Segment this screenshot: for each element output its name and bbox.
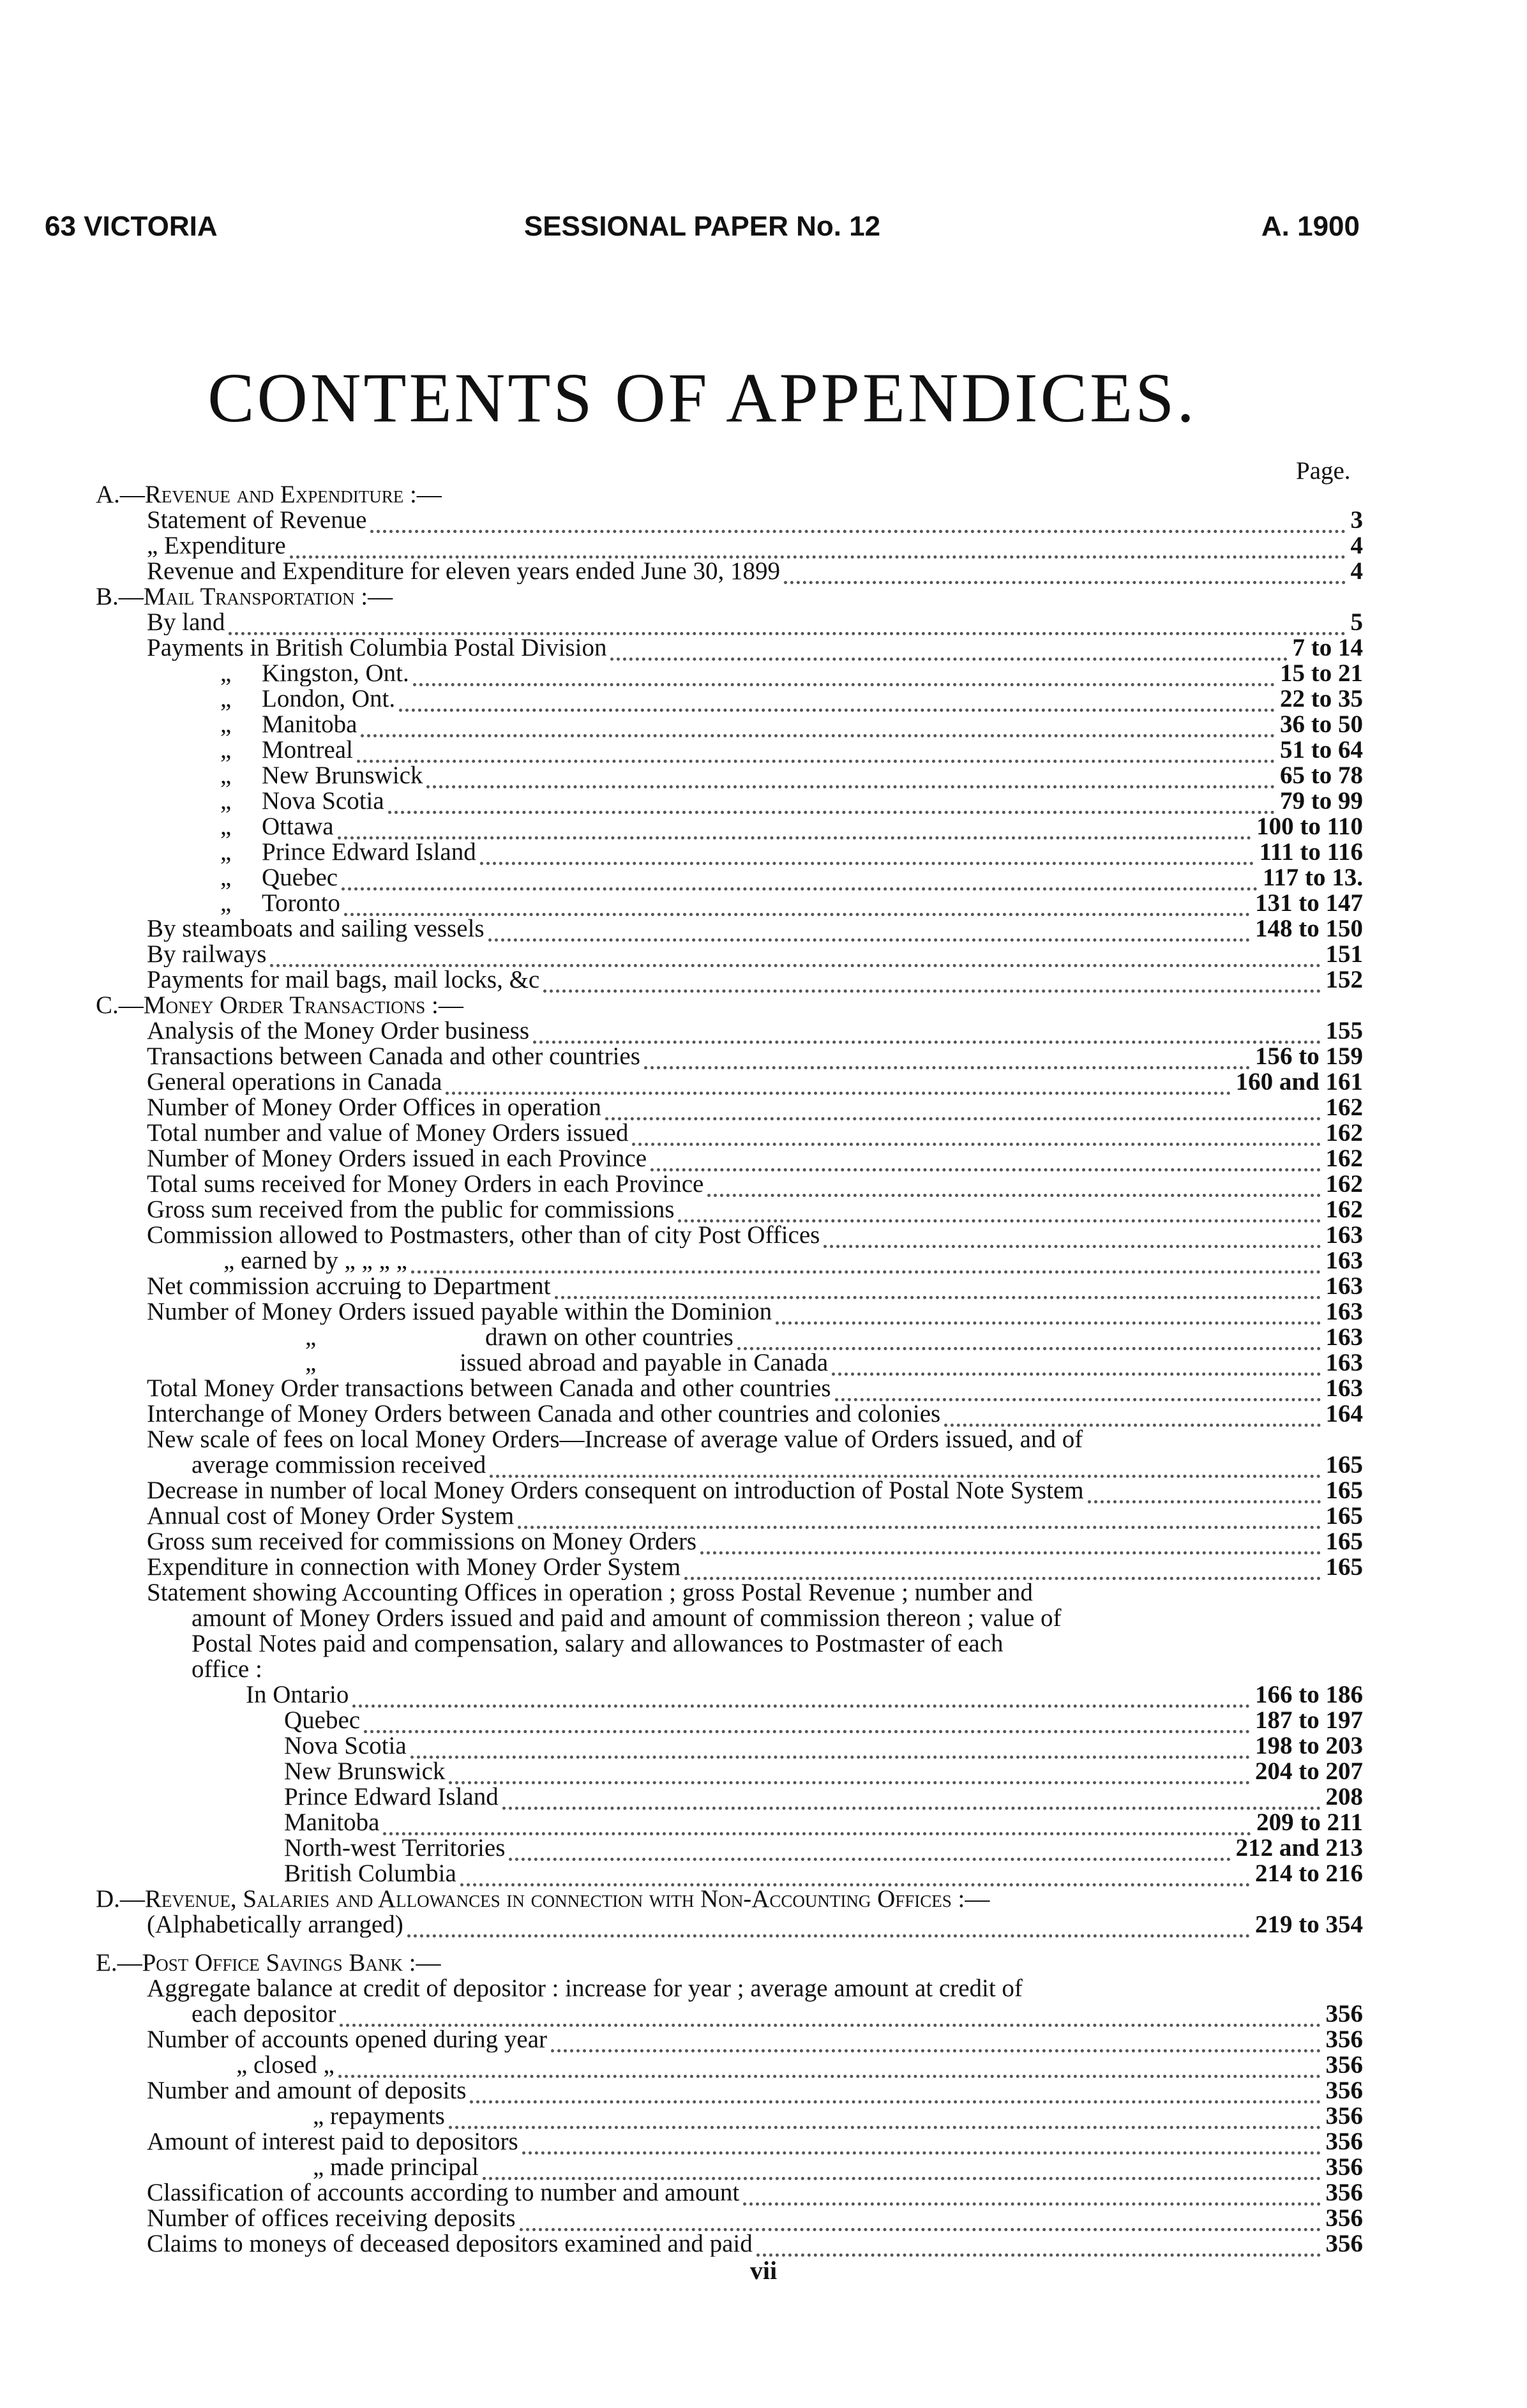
dot-leader — [776, 1314, 1320, 1325]
toc-entry-page: 219 to 354 — [1255, 1912, 1363, 1938]
section-heading-a: A.—Revenue and Expenditure :— — [96, 481, 442, 508]
toc-entry — [147, 2078, 1363, 2103]
toc-entry — [147, 533, 1363, 559]
toc-entry-text: Manitoba — [262, 712, 357, 737]
dot-leader — [743, 2195, 1320, 2206]
toc-entry — [147, 1018, 1363, 1044]
toc-entry-page: 165 — [1325, 1503, 1363, 1529]
toc-entry-text: Number of Money Orders issued in each Province — [147, 1146, 647, 1171]
dot-leader — [229, 624, 1345, 635]
dot-leader — [832, 1365, 1320, 1376]
toc-entry-page: 15 to 21 — [1280, 661, 1363, 686]
dot-leader — [446, 1084, 1230, 1095]
toc-entry-page: 5 — [1350, 610, 1363, 635]
toc-entry — [147, 2206, 1363, 2231]
running-head-paper: SESSIONAL PAPER No. 12 — [523, 211, 881, 242]
toc-entry-text: Prince Edward Island — [262, 839, 476, 865]
toc-entry-text: „ Expenditure — [147, 533, 286, 559]
dot-leader — [509, 1850, 1230, 1861]
toc-entry-text: Total number and value of Money Orders issued — [147, 1120, 629, 1146]
toc-entry — [284, 1708, 1363, 1733]
dot-leader — [644, 1058, 1250, 1069]
toc-entry-text: Commission allowed to Postmasters, other than of city Post Offices — [147, 1223, 820, 1248]
toc-entry — [192, 1452, 1363, 1478]
dot-leader — [370, 522, 1345, 533]
page-column-label: Page. — [1296, 457, 1351, 485]
toc-entry — [284, 1810, 1363, 1835]
ditto-mark: „ — [220, 762, 232, 789]
toc-entry — [147, 2129, 1363, 2155]
toc-entry-text: „ earned by „ „ „ „ — [223, 1248, 407, 1274]
dot-leader — [410, 1748, 1250, 1759]
toc-entry-text: Total sums received for Money Orders in each Province — [147, 1171, 704, 1197]
toc-entry — [147, 2027, 1363, 2052]
toc-entry — [147, 1299, 1363, 1325]
running-head-year: A. 1900 — [1261, 211, 1360, 242]
toc-entry — [192, 2001, 1363, 2027]
ditto-mark: „ — [220, 813, 232, 840]
toc-entry-text: Annual cost of Money Order System — [147, 1503, 515, 1529]
toc-entry-text: each depositor — [192, 2001, 336, 2027]
dot-leader — [352, 1697, 1250, 1708]
toc-entry-text: Number and amount of deposits — [147, 2078, 467, 2103]
toc-entry-text: office : — [192, 1655, 262, 1683]
toc-entry-text: Number of Money Order Offices in operation — [147, 1095, 601, 1120]
toc-entry — [460, 1350, 1363, 1376]
ditto-mark: „ — [220, 864, 232, 891]
toc-entry-text: Transactions between Canada and other countries — [147, 1044, 640, 1069]
toc-entry-page: 165 — [1325, 1554, 1363, 1580]
toc-entry — [147, 559, 1363, 584]
toc-entry — [147, 967, 1363, 993]
toc-entry-page: 356 — [1325, 2103, 1363, 2129]
toc-entry-page: 187 to 197 — [1255, 1708, 1363, 1733]
toc-entry — [147, 635, 1363, 661]
toc-entry — [284, 1835, 1363, 1861]
toc-entry-page: 111 to 116 — [1259, 839, 1363, 865]
toc-entry — [147, 1503, 1363, 1529]
toc-entry-text: Total Money Order transactions between Canada and other countries — [147, 1376, 831, 1401]
toc-entry — [284, 1759, 1363, 1784]
toc-entry-page: 162 — [1325, 1197, 1363, 1223]
toc-entry-text: Gross sum received from the public for commissions — [147, 1197, 675, 1223]
toc-entry — [147, 1223, 1363, 1248]
toc-entry-page: 165 — [1325, 1478, 1363, 1503]
toc-entry — [262, 891, 1363, 916]
toc-entry-text: Nova Scotia — [284, 1733, 407, 1759]
toc-entry-page: 162 — [1325, 1120, 1363, 1146]
toc-entry — [262, 686, 1363, 712]
dot-leader — [364, 1722, 1250, 1733]
toc-entry — [147, 1376, 1363, 1401]
toc-entry — [147, 942, 1363, 967]
dot-leader — [357, 752, 1275, 763]
toc-entry-page: 165 — [1325, 1452, 1363, 1478]
dot-leader — [502, 1799, 1321, 1810]
toc-entry-page: 163 — [1325, 1376, 1363, 1401]
toc-entry — [147, 1478, 1363, 1503]
toc-entry-page: 166 to 186 — [1255, 1682, 1363, 1708]
toc-entry — [313, 2155, 1363, 2180]
toc-entry-page: 160 and 161 — [1235, 1069, 1363, 1095]
dot-leader — [388, 803, 1275, 814]
toc-entry-page: 162 — [1325, 1146, 1363, 1171]
section-heading-c: C.—Money Order Transactions :— — [96, 991, 463, 1019]
dot-leader — [605, 1110, 1321, 1120]
toc-entry-page: 356 — [1325, 2052, 1363, 2078]
toc-entry — [485, 1325, 1363, 1350]
running-head-session: 63 VICTORIA — [45, 211, 218, 242]
toc-entry-text: Revenue and Expenditure for eleven years ended June 30, 1899 — [147, 559, 780, 584]
toc-entry — [147, 1197, 1363, 1223]
dot-leader — [490, 1467, 1320, 1478]
toc-entry — [284, 1861, 1363, 1886]
toc-entry-text: Claims to moneys of deceased depositors examined and paid — [147, 2231, 753, 2257]
toc-entry — [147, 1120, 1363, 1146]
toc-entry-text: „ made principal — [313, 2155, 479, 2180]
dot-leader — [338, 829, 1252, 839]
toc-entry-text: issued abroad and payable in Canada — [460, 1350, 829, 1376]
toc-entry-text: Number of Money Orders issued payable within the Dominion — [147, 1299, 772, 1325]
toc-entry-text: „ closed „ — [236, 2052, 335, 2078]
toc-entry — [262, 763, 1363, 788]
toc-entry — [147, 1912, 1363, 1938]
toc-entry — [262, 712, 1363, 737]
toc-entry-text: Amount of interest paid to depositors — [147, 2129, 518, 2155]
dot-leader — [383, 1825, 1251, 1835]
toc-entry-page: 3 — [1350, 508, 1363, 533]
toc-entry-page: 204 to 207 — [1255, 1759, 1363, 1784]
toc-entry-page: 209 to 211 — [1256, 1810, 1363, 1835]
toc-entry-text: Manitoba — [284, 1810, 380, 1835]
toc-entry-text: Toronto — [262, 891, 340, 916]
toc-entry-text: „ repayments — [313, 2103, 445, 2129]
toc-entry-page: 162 — [1325, 1171, 1363, 1197]
toc-entry-text: British Columbia — [284, 1861, 456, 1886]
toc-entry-text: Quebec — [284, 1708, 361, 1733]
toc-entry — [147, 1044, 1363, 1069]
toc-entry-page: 356 — [1325, 2078, 1363, 2103]
dot-leader — [483, 2169, 1321, 2180]
toc-entry-page: 22 to 35 — [1280, 686, 1363, 712]
dot-leader — [342, 880, 1258, 891]
toc-entry-text: Payments for mail bags, mail locks, &c — [147, 967, 540, 993]
toc-entry-text: North-west Territories — [284, 1835, 506, 1861]
section-heading-d: D.—Revenue, Salaries and Allowances in connection with Non-Accounting Offices :— — [96, 1885, 990, 1913]
dot-leader — [411, 1263, 1321, 1274]
toc-entry-text: Kingston, Ont. — [262, 661, 409, 686]
toc-entry-text: drawn on other countries — [485, 1325, 733, 1350]
toc-entry-page: 356 — [1325, 2155, 1363, 2180]
toc-entry-text: By land — [147, 610, 225, 635]
dot-leader — [338, 2067, 1321, 2078]
dot-leader — [700, 1544, 1320, 1554]
toc-entry-text: Statement of Revenue — [147, 508, 367, 533]
dot-leader — [651, 1161, 1320, 1171]
toc-entry-page: 65 to 78 — [1280, 763, 1363, 788]
dot-leader — [344, 905, 1250, 916]
toc-entry-text: (Alphabetically arranged) — [147, 1912, 403, 1938]
toc-entry-text: Gross sum received for commissions on Money Orders — [147, 1529, 697, 1554]
toc-entry-text: London, Ont. — [262, 686, 396, 712]
toc-entry-page: 165 — [1325, 1529, 1363, 1554]
toc-entry-text: amount of Money Orders issued and paid and amount of commission thereon ; value of — [192, 1604, 1062, 1632]
toc-entry — [284, 1733, 1363, 1759]
dot-leader — [533, 1033, 1321, 1044]
toc-entry — [147, 916, 1363, 942]
toc-entry-text: Quebec — [262, 865, 338, 891]
toc-entry-text: Prince Edward Island — [284, 1784, 499, 1810]
toc-entry-page: 79 to 99 — [1280, 788, 1363, 814]
toc-entry-page: 51 to 64 — [1280, 737, 1363, 763]
dot-leader — [520, 2220, 1321, 2231]
toc-entry-text: Analysis of the Money Order business — [147, 1018, 529, 1044]
toc-entry — [147, 1171, 1363, 1197]
toc-entry — [147, 1529, 1363, 1554]
toc-entry — [147, 1069, 1363, 1095]
toc-entry-page: 356 — [1325, 2129, 1363, 2155]
ditto-mark: „ — [220, 838, 232, 866]
ditto-mark: „ — [220, 711, 232, 738]
ditto-mark: „ — [220, 685, 232, 712]
dot-leader — [480, 854, 1254, 865]
dot-leader — [737, 1339, 1321, 1350]
toc-entry — [147, 1401, 1363, 1427]
dot-leader — [407, 1927, 1250, 1938]
toc-entry-text: Aggregate balance at credit of depositor : increase for year ; average amount at credit of — [147, 1975, 1023, 2002]
toc-entry — [147, 2180, 1363, 2206]
ditto-mark: „ — [220, 889, 232, 917]
toc-entry — [147, 1146, 1363, 1171]
toc-entry-text: Number of accounts opened during year — [147, 2027, 548, 2052]
dot-leader — [340, 2016, 1320, 2027]
toc-entry — [313, 2103, 1363, 2129]
dot-leader — [551, 2042, 1320, 2052]
dot-leader — [470, 2093, 1320, 2103]
toc-entry — [147, 508, 1363, 533]
toc-entry-text: Classification of accounts according to number and amount — [147, 2180, 740, 2206]
toc-entry-text: Statement showing Accounting Offices in operation ; gross Postal Revenue ; number and — [147, 1579, 1033, 1606]
toc-entry — [284, 1784, 1363, 1810]
ditto-mark: „ — [305, 1323, 317, 1351]
toc-entry-page: 214 to 216 — [1255, 1861, 1363, 1886]
dot-leader — [518, 1518, 1320, 1529]
toc-entry-page: 198 to 203 — [1255, 1733, 1363, 1759]
page-number: vii — [749, 2256, 778, 2285]
dot-leader — [824, 1237, 1320, 1248]
toc-entry-text: New Brunswick — [284, 1759, 446, 1784]
toc-entry-text: Nova Scotia — [262, 788, 384, 814]
toc-entry-page: 36 to 50 — [1280, 712, 1363, 737]
toc-entry-page: 4 — [1350, 559, 1363, 584]
toc-entry — [262, 814, 1363, 839]
toc-entry-text: General operations in Canada — [147, 1069, 442, 1095]
toc-entry-text: Expenditure in connection with Money Order System — [147, 1554, 681, 1580]
toc-entry — [262, 865, 1363, 891]
toc-entry — [147, 1095, 1363, 1120]
section-heading-b: B.—Mail Transportation :— — [96, 583, 393, 610]
toc-entry-page: 163 — [1325, 1248, 1363, 1274]
dot-leader — [707, 1186, 1320, 1197]
toc-entry-text: By steamboats and sailing vessels — [147, 916, 485, 942]
dot-leader — [555, 1288, 1321, 1299]
toc-entry-page: 212 and 213 — [1235, 1835, 1363, 1861]
toc-entry-page: 7 to 14 — [1292, 635, 1363, 661]
page-title: CONTENTS OF APPENDICES. — [207, 359, 1197, 437]
dot-leader — [361, 726, 1275, 737]
toc-entry — [147, 2231, 1363, 2257]
toc-entry-page: 356 — [1325, 2180, 1363, 2206]
toc-entry — [262, 839, 1363, 865]
toc-entry-text: Montreal — [262, 737, 353, 763]
toc-entry-text: New Brunswick — [262, 763, 423, 788]
toc-entry-text: Ottawa — [262, 814, 334, 839]
dot-leader — [488, 931, 1250, 942]
dot-leader — [270, 956, 1320, 967]
ditto-mark: „ — [305, 1349, 317, 1376]
ditto-mark: „ — [220, 659, 232, 687]
dot-leader — [835, 1390, 1321, 1401]
dot-leader — [543, 982, 1320, 993]
dot-leader — [449, 2118, 1321, 2129]
toc-entry-page: 131 to 147 — [1255, 891, 1363, 916]
toc-entry-page: 155 — [1325, 1018, 1363, 1044]
toc-entry-page: 164 — [1325, 1401, 1363, 1427]
toc-entry-text: Net commission accruing to Department — [147, 1274, 551, 1299]
toc-entry-page: 356 — [1325, 2231, 1363, 2257]
section-heading-e: E.—Post Office Savings Bank :— — [96, 1949, 441, 1976]
toc-entry-text: Interchange of Money Orders between Canada and other countries and colonies — [147, 1401, 941, 1427]
toc-entry-page: 356 — [1325, 2027, 1363, 2052]
dot-leader — [522, 2144, 1321, 2155]
toc-entry-text: Payments in British Columbia Postal Division — [147, 635, 607, 661]
ditto-mark: „ — [220, 736, 232, 764]
toc-entry — [147, 1274, 1363, 1299]
dot-leader — [399, 701, 1275, 712]
dot-leader — [426, 778, 1275, 788]
toc-entry-page: 208 — [1325, 1784, 1363, 1810]
toc-entry-page: 148 to 150 — [1255, 916, 1363, 942]
toc-entry — [262, 788, 1363, 814]
toc-entry — [262, 661, 1363, 686]
dot-leader — [449, 1773, 1250, 1784]
toc-entry-text: By railways — [147, 942, 267, 967]
toc-entry-text: Decrease in number of local Money Orders consequent on introduction of Postal Note System — [147, 1478, 1084, 1503]
toc-entry — [262, 737, 1363, 763]
dot-leader — [290, 548, 1346, 559]
dot-leader — [610, 650, 1287, 661]
toc-entry — [236, 2052, 1363, 2078]
toc-entry-page: 163 — [1325, 1350, 1363, 1376]
toc-entry-page: 117 to 13. — [1262, 865, 1363, 891]
toc-entry — [223, 1248, 1363, 1274]
dot-leader — [678, 1212, 1320, 1223]
dot-leader — [632, 1135, 1320, 1146]
dot-leader — [784, 573, 1346, 584]
toc-entry-page: 163 — [1325, 1223, 1363, 1248]
dot-leader — [413, 675, 1275, 686]
toc-entry-text: New scale of fees on local Money Orders—Increase of average value of Orders issued, and of — [147, 1426, 1083, 1453]
dot-leader — [1088, 1493, 1321, 1503]
toc-entry-page: 156 to 159 — [1255, 1044, 1363, 1069]
toc-entry-page: 100 to 110 — [1256, 814, 1363, 839]
toc-entry-page: 162 — [1325, 1095, 1363, 1120]
toc-entry-page: 4 — [1350, 533, 1363, 559]
toc-entry-page: 356 — [1325, 2001, 1363, 2027]
toc-entry-page: 163 — [1325, 1299, 1363, 1325]
toc-entry — [147, 1554, 1363, 1580]
toc-entry-page: 152 — [1325, 967, 1363, 993]
toc-entry — [246, 1682, 1363, 1708]
toc-entry-text: In Ontario — [246, 1682, 349, 1708]
toc-entry-page: 163 — [1325, 1325, 1363, 1350]
toc-entry-page: 163 — [1325, 1274, 1363, 1299]
toc-entry-text: average commission received — [192, 1452, 486, 1478]
toc-entry — [147, 610, 1363, 635]
toc-entry-text: Number of offices receiving deposits — [147, 2206, 516, 2231]
toc-entry-page: 151 — [1325, 942, 1363, 967]
toc-entry-text: Postal Notes paid and compensation, salary and allowances to Postmaster of each — [192, 1630, 1004, 1657]
toc-entry-page: 356 — [1325, 2206, 1363, 2231]
ditto-mark: „ — [220, 787, 232, 815]
